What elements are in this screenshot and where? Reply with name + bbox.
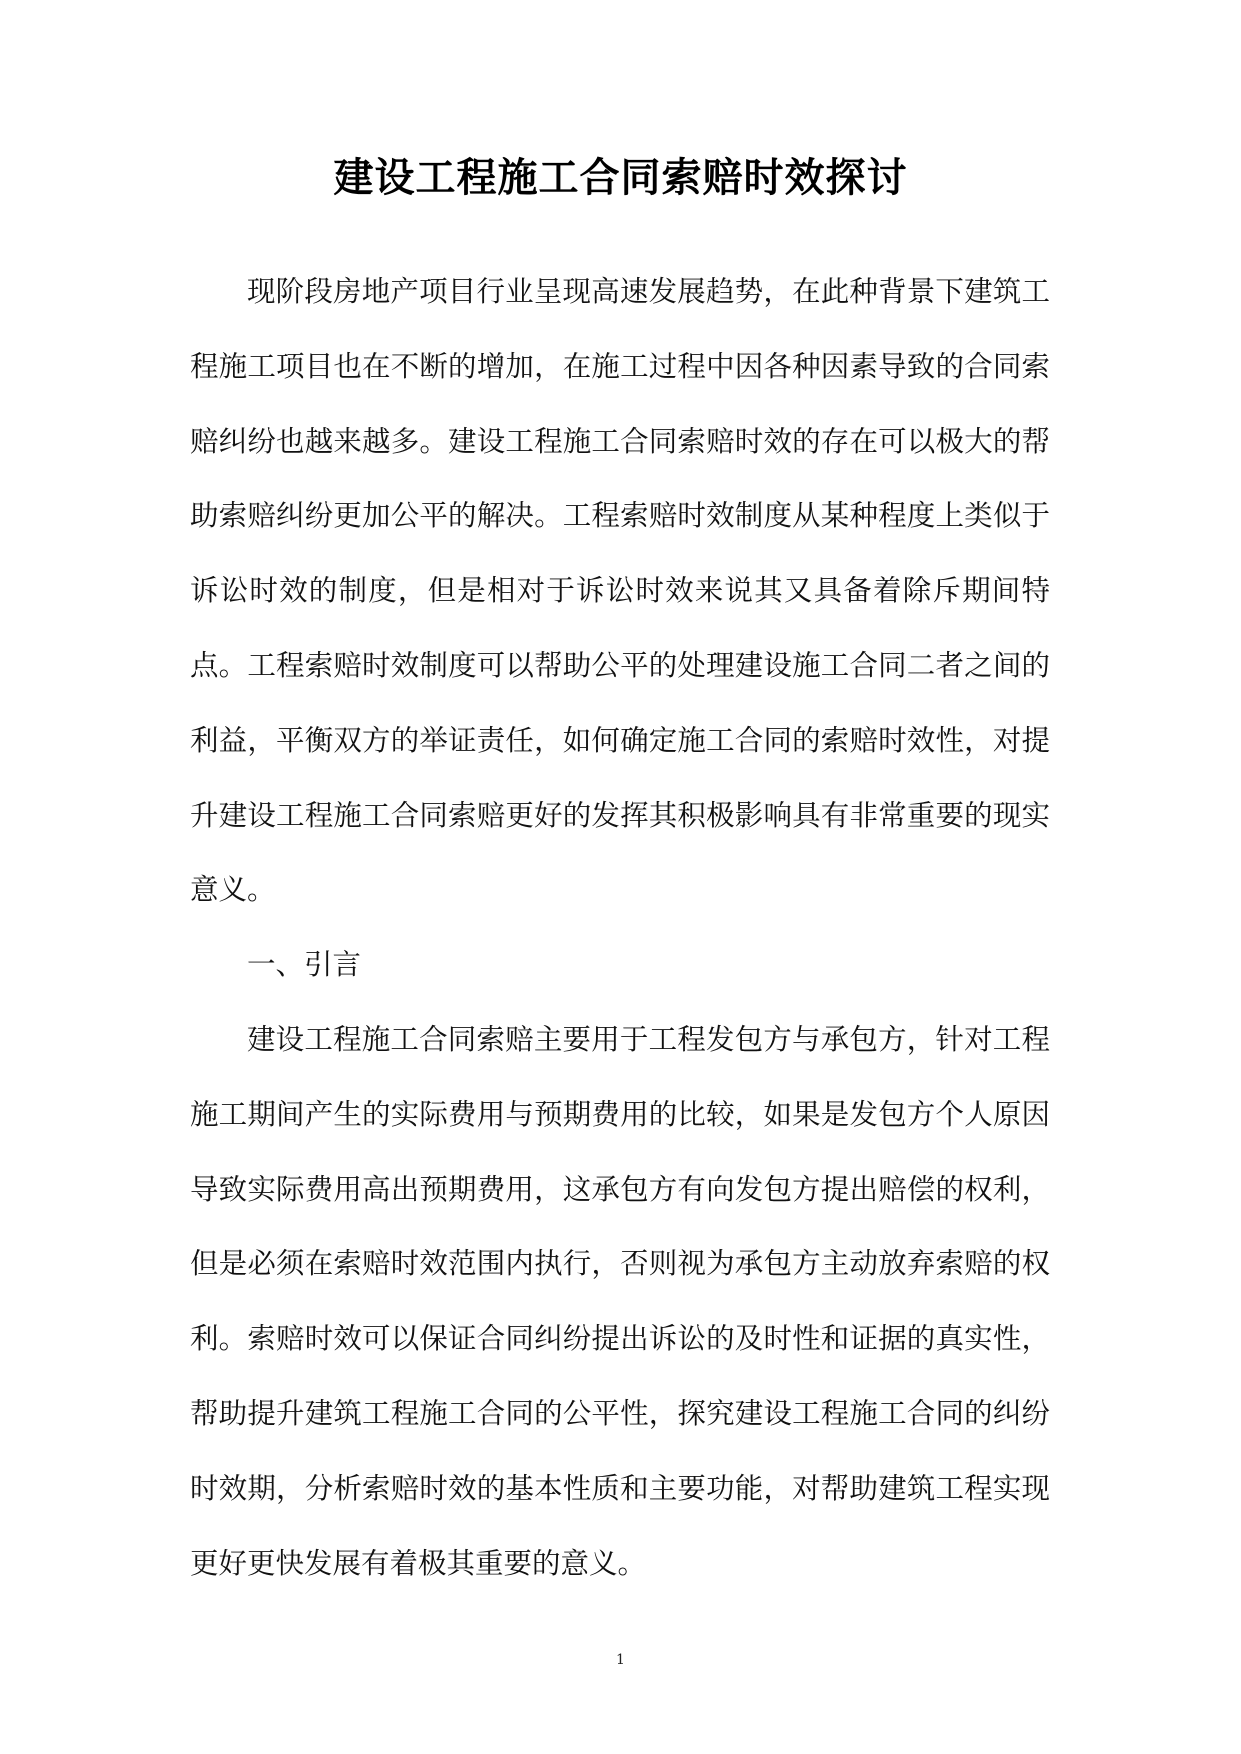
document-title: 建设工程施工合同索赔时效探讨 [333,155,908,201]
page-number: 1 [616,1652,625,1668]
paragraph-introduction: 建设工程施工合同索赔主要用于工程发包方与承包方，针对工程施工期间产生的实际费用与预期费用的比较，如果是发包方个人原因导致实际费用高出预期费用，这承包方有向发包方提出赔偿的权利，但是必须在索赔时效范围内执行，否则视为承包方主动放弃索赔的权利。索赔时效可以保证合同纠纷提出诉讼的及时性和证据的真实性，帮助提升建筑工程施工合同的公平性，探究建设工程施工合同的纠纷时效期，分析索赔时效的基本性质和主要功能，对帮助建筑工程实现更好更快发展有着极其重要的意义。 [190,1022,1050,1580]
paragraph-abstract: 现阶段房地产项目行业呈现高速发展趋势，在此种背景下建筑工程施工项目也在不断的增加，在施工过程中因各种因素导致的合同索赔纠纷也越来越多。建设工程施工合同索赔时效的存在可以极大的帮助索赔纠纷更加公平的解决。工程索赔时效制度从某种程度上类似于诉讼时效的制度，但是相对于诉讼时效来说其又具备着除斥期间特点。工程索赔时效制度可以帮助公平的处理建设施工合同二者之间的利益，平衡双方的举证责任，如何确定施工合同的索赔时效性，对提升建设工程施工合同索赔更好的发挥其积极影响具有非常重要的现实意义。 [190,275,1050,907]
document-body [190,255,1050,1601]
section-heading-introduction: 一、引言 [247,948,362,982]
